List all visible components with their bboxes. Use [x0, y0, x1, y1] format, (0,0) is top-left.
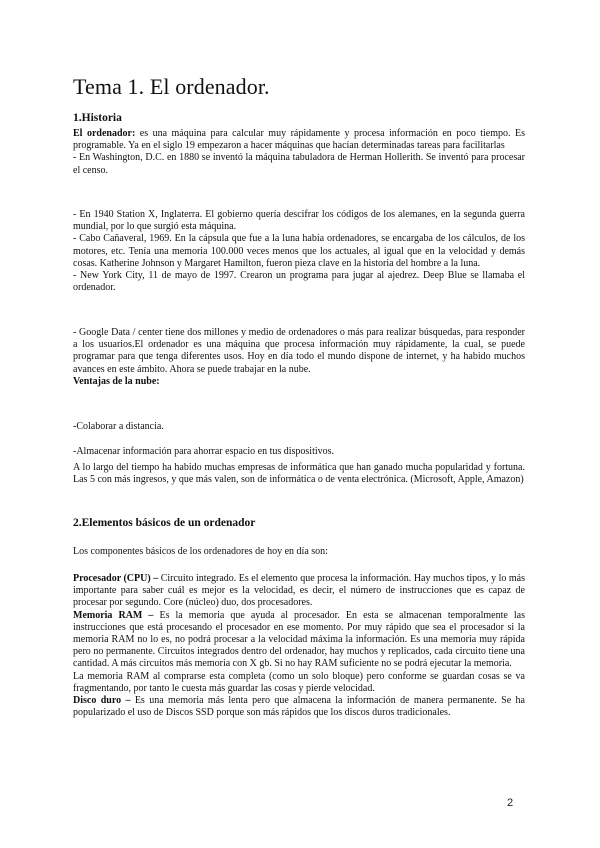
paragraph-cpu: [73, 573, 525, 610]
definition-cpu: Circuito integrado. Es el elemento que procesa la información. Hay muchos tipos, y lo más importante para saber cuál es mejor es la velocidad, es decir, el número de instrucciones que es capaz de procesar por segundo. Core (núcleo) duo, dos procesadores.: [73, 573, 525, 609]
historia-block-2: [73, 209, 525, 294]
paragraph-google: - Google Data / center tiene dos millones y medio de ordenadores o más para realizar búsquedas, para responder a los usuarios.El ordenador es una máquina que procesa información muy rápidamente, la cual, se puede programar para que tenga diferentes usos. Hoy en día todo el mundo dispone de internet, y ha habido muchos avances en este ámbito. Ahora se puede trabajar en la nube.: [73, 327, 525, 375]
paragraph-ram: [73, 610, 525, 671]
elementos-intro: [73, 546, 525, 558]
section-heading-elementos: 2.Elementos básicos de un ordenador: [73, 517, 256, 529]
section-heading-historia: 1.Historia: [73, 112, 122, 124]
definition-disco: Es una memoria más lenta pero que almacena la información de manera permanente. Se ha popularizado el uso de Discos SSD porque son más rápidos que los discos duros tradicionales.: [73, 695, 525, 719]
paragraph-disco: [73, 695, 525, 719]
paragraph-ram-2: La memoria RAM al comprarse esta completa (como un solo bloque) pero conforme se guardan cosas se va fragmentando, por tanto le cuesta más guardar las cosas y pierde velocidad.: [73, 670, 525, 694]
paragraph-station-x: - En 1940 Station X, Inglaterra. El gobierno quería descifrar los códigos de los alemanes, en la segunda guerra mundial, por lo que surgió esta máquina.: [73, 209, 525, 233]
paragraph-ordenador: [73, 128, 525, 152]
paragraph-intro: Los componentes básicos de los ordenadores de hoy en día son:: [73, 546, 328, 557]
term-disco: Disco duro –: [73, 695, 131, 707]
page-number: 2: [507, 797, 514, 809]
definition-ram: Es la memoria que ayuda al procesador. En esta se almacenan temporalmente las instrucciones que está procesando el procesador en ese momento. Por muy rápido que sea el procesador si la memoria RAM no lo es, no podrá procesar a la velocidad máxima la información. Es una memoria muy rápida pero no permanente. Circuitos integrados dentro del ordenador, hay muchos y replicados, cada circuito tiene una cantidad. A más circuitos más memoria con X gb. Si no hay RAM suficiente no se podrá ejecutar la memoria.: [73, 609, 525, 670]
historia-block-1: [73, 128, 525, 177]
paragraph-new-york: - New York City, 11 de mayo de 1997. Crearon un programa para jugar al ajedrez. Deep Blue se llamaba el ordenador.: [73, 270, 525, 294]
elementos-block: [73, 573, 525, 719]
term-ram: Memoria RAM –: [73, 609, 154, 621]
paragraph-cabo-canaveral: - Cabo Cañaveral, 1969. En la cápsula que fue a la luna había ordenadores, se encargaba de los cálculos, de los motores, etc. Tenía una memoria 100.000 veces menos que los actuales, al igual que en la velocidad y demás cosas. Katherine Johnson y Margaret Hamilton, fueron pieza clave en la historia del hombre a la luna.: [73, 233, 525, 269]
historia-block-4: [73, 446, 525, 487]
ventaja-almacenar: -Almacenar información para ahorrar espacio en tus dispositivos.: [73, 446, 335, 457]
term-ordenador: El ordenador:: [73, 128, 136, 139]
ventaja-1: [73, 421, 525, 433]
ventajas-heading: Ventajas de la nube:: [73, 375, 160, 387]
term-cpu: Procesador (CPU) –: [73, 573, 159, 584]
paragraph-empresas: A lo largo del tiempo ha habido muchas empresas de informática que han ganado mucha popularidad y fortuna. Las 5 con más ingresos, y que más valen, son de informática o de venta electrónica. (Microsoft, Apple, Amazon): [73, 462, 525, 486]
historia-block-3: [73, 327, 525, 388]
paragraph-washington: - En Washington, D.C. en 1880 se inventó la máquina tabuladora de Herman Hollerith. Se inventó para procesar el censo.: [73, 152, 525, 176]
definition-ordenador: es una máquina para calcular muy rápidamente y procesa información en poco tiempo. Es programable. Ya en el siglo 19 empezaron a hacer máquinas que hacían determinadas tareas para facilitarlas: [73, 128, 526, 152]
page-title: Tema 1. El ordenador.: [73, 74, 270, 99]
ventaja-colaborar: -Colaborar a distancia.: [73, 421, 164, 432]
